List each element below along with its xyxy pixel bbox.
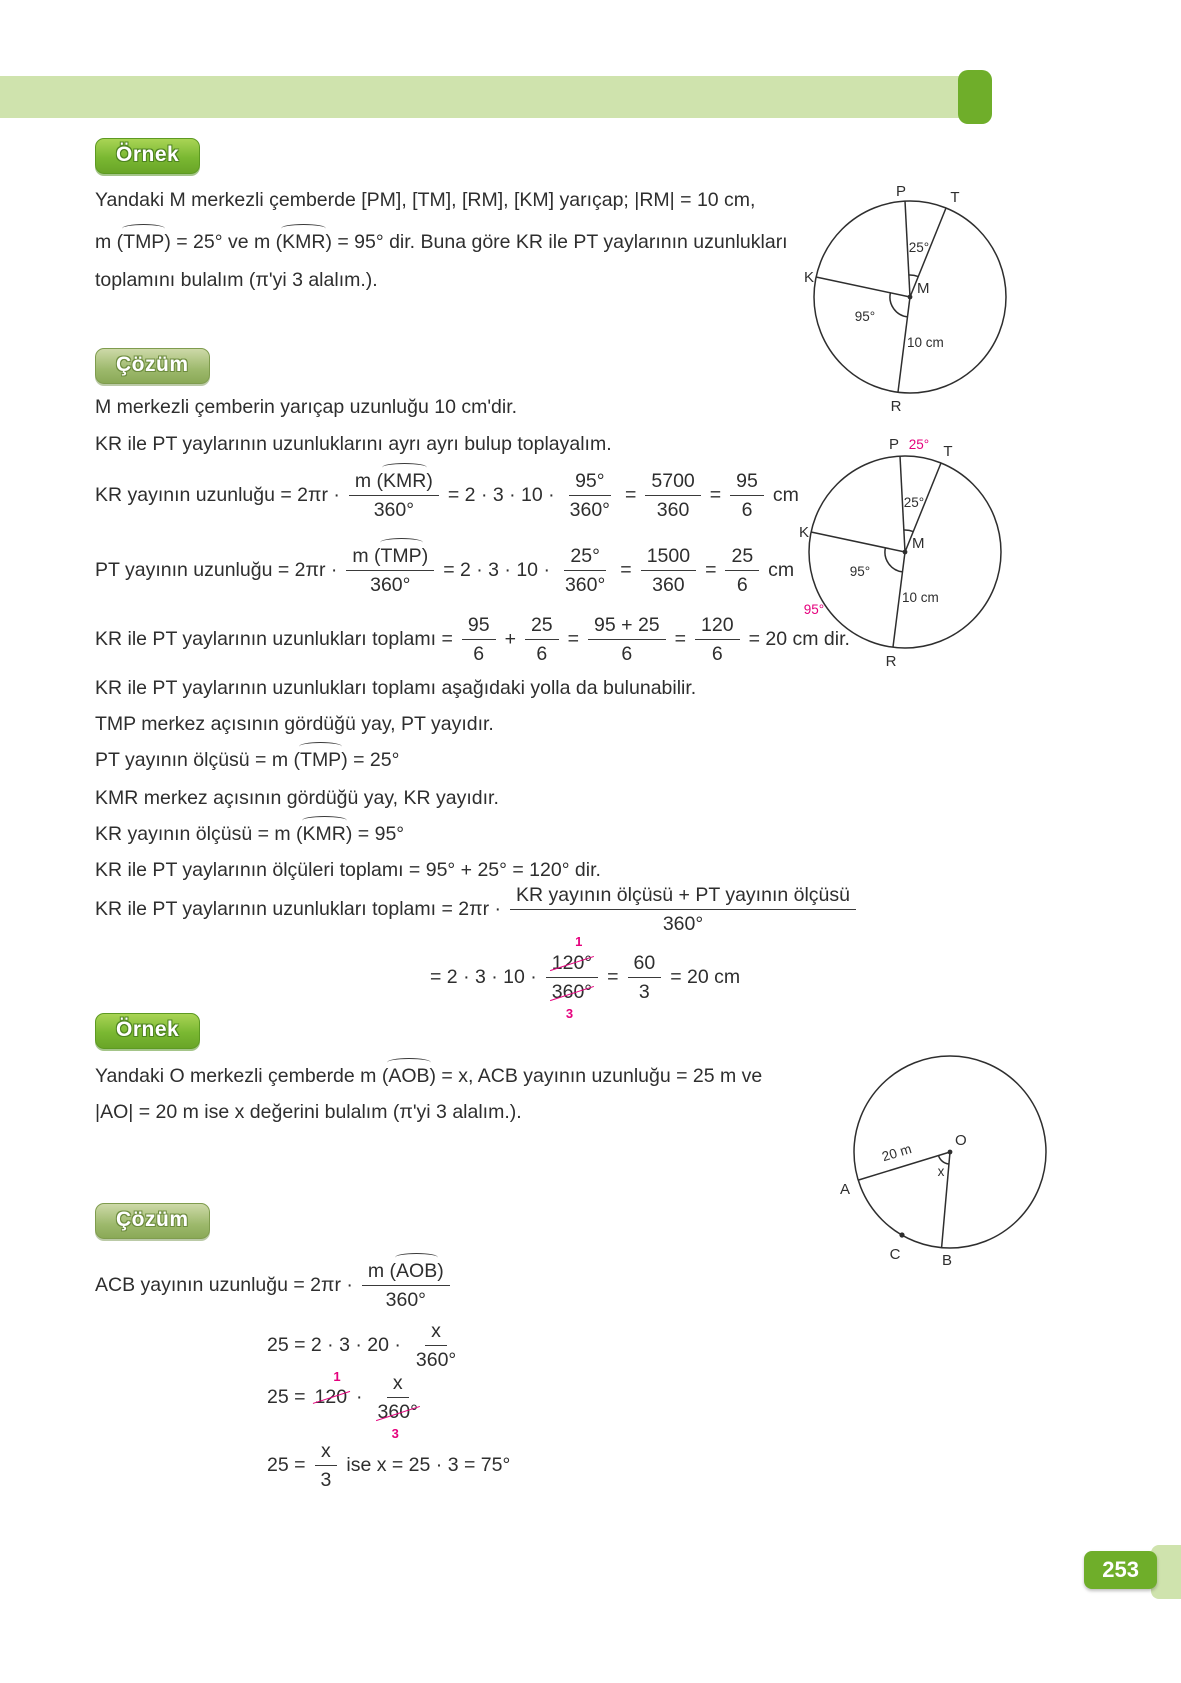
total-length-formula <box>95 612 850 667</box>
math-text: KR ile PT yaylarının uzunlukları toplamı = 2πr · <box>95 897 501 920</box>
numerator: x <box>315 1438 337 1466</box>
struck-number: 360° <box>551 981 593 1004</box>
numerator <box>346 543 434 571</box>
fraction <box>628 950 662 1005</box>
radius-label: 20 m <box>880 1141 914 1165</box>
math-text: cm <box>772 483 799 506</box>
page-number-badge: 253 <box>1084 1551 1157 1589</box>
pt-length-formula <box>95 543 794 598</box>
math-text: m ( <box>354 470 384 492</box>
numerator: x <box>425 1318 447 1346</box>
header-bar <box>0 76 988 118</box>
sol1-p6: KMR merkez açısının gördüğü yay, KR yayıdır. <box>95 787 499 809</box>
header-accent-pill <box>958 70 992 124</box>
radius-mk <box>816 277 910 297</box>
denominator: 6 <box>536 643 548 666</box>
denominator: 6 <box>711 643 723 666</box>
arc-kmr: KMR <box>282 230 325 255</box>
denominator: 6 <box>621 643 633 666</box>
sol1-p2: KR ile PT yaylarının uzunluklarını ayrı ayrı bulup toplayalım. <box>95 433 612 455</box>
denominator: 6 <box>736 574 748 597</box>
denominator: 360° <box>564 574 606 597</box>
math-text: ) <box>421 545 429 567</box>
fraction <box>315 1438 338 1493</box>
fraction <box>730 468 764 523</box>
math-text: = <box>607 965 619 988</box>
ex1-line1: Yandaki M merkezli çemberde [PM], [TM], [RM], [KM] yarıçap; |RM| = 10 cm, <box>95 189 756 211</box>
math-text: = <box>674 627 687 650</box>
angle-25-label: 25° <box>908 240 930 255</box>
math-text: = <box>624 483 637 506</box>
numerator: 95° <box>569 468 611 496</box>
angle-95-label: 95° <box>854 309 876 324</box>
math-text: m ( <box>367 1260 397 1282</box>
circle-diagram-1 <box>795 182 1025 417</box>
ex1-line3: toplamını bulalım (π'yi 3 alalım.). <box>95 269 378 291</box>
denominator: 360° <box>385 1289 426 1312</box>
fraction <box>645 468 700 523</box>
numerator: 5700 <box>645 468 700 496</box>
acb-length-formula <box>95 1258 450 1313</box>
numerator: 60 <box>628 950 662 978</box>
numerator <box>362 1258 450 1286</box>
sol2-step2 <box>267 1318 462 1373</box>
cancelled-fraction <box>372 1370 424 1441</box>
math-text: = 2 · 3 · 10 · <box>447 483 555 506</box>
angle-x-label: x <box>937 1164 945 1179</box>
angle-25-label: 25° <box>903 495 925 510</box>
center-dot <box>908 295 913 300</box>
radius-mk <box>811 532 905 552</box>
math-text: cm <box>768 558 795 581</box>
math-text: ise x = 25 · 3 = 75° <box>346 1453 511 1476</box>
fraction <box>525 612 559 667</box>
sol1-p5 <box>95 748 399 773</box>
cancel-hint: 1 <box>575 934 583 949</box>
sol1-p8: KR ile PT yaylarının ölçüleri toplamı = 95° + 25° = 120° dir. <box>95 859 601 881</box>
arc-kmr: KMR <box>383 470 427 492</box>
denominator: 360° <box>415 1349 457 1372</box>
center-dot <box>903 550 908 555</box>
math-text: ) = 95° <box>345 823 405 845</box>
cancelled-value <box>551 934 593 975</box>
label-k: K <box>798 524 810 541</box>
math-text: ACB yayının uzunluğu = 2πr · <box>95 1273 353 1296</box>
cancel-hint: 3 <box>565 1005 574 1021</box>
radius-label: 10 cm <box>902 590 939 605</box>
numerator: x <box>387 1370 409 1398</box>
arc-tmp: TMP <box>380 545 422 567</box>
arc-aob: AOB <box>388 1064 429 1089</box>
struck-number: 120° <box>551 952 593 974</box>
denominator: 3 <box>320 1469 332 1492</box>
label-p: P <box>895 183 907 200</box>
fraction <box>349 468 439 523</box>
math-text: PT yayının ölçüsü = m ( <box>95 749 301 771</box>
fraction <box>695 612 740 667</box>
example-badge: Örnek <box>95 138 200 174</box>
example1-badge-wrap <box>95 138 200 174</box>
math-text: Yandaki O merkezli çemberde m ( <box>95 1065 389 1087</box>
label-a: A <box>839 1181 851 1198</box>
ex2-line2: |AO| = 20 m ise x değerini bulalım (π'yi 3 alalım.). <box>95 1101 522 1123</box>
math-text: = 20 cm <box>670 965 741 988</box>
denominator: 360° <box>370 574 411 597</box>
solution2-badge-wrap <box>95 1203 210 1239</box>
math-text: KR ile PT yaylarının uzunlukları toplamı = <box>95 627 453 650</box>
example-badge: Örnek <box>95 1013 200 1049</box>
cancelled-value <box>551 980 593 1021</box>
example2-badge-wrap <box>95 1013 200 1049</box>
label-t: T <box>943 443 953 460</box>
math-text: 25 = <box>267 1385 306 1408</box>
arc-aob: AOB <box>396 1260 438 1282</box>
fraction <box>362 1258 450 1313</box>
math-text: = <box>620 558 632 581</box>
struck-number: 120 <box>314 1385 348 1408</box>
math-text: = <box>567 627 580 650</box>
cancel-hint: 3 <box>391 1425 399 1441</box>
math-text: · <box>356 1385 363 1408</box>
solution-badge: Çözüm <box>95 1203 210 1239</box>
solution1-badge-wrap <box>95 348 210 384</box>
ex1-line2 <box>95 230 788 255</box>
cancelled-value <box>377 1400 418 1441</box>
circle-diagram-3 <box>795 1052 1095 1270</box>
denominator: 360 <box>652 574 685 597</box>
math-text: KR yayının ölçüsü = m ( <box>95 823 303 845</box>
numerator: 25° <box>564 543 606 571</box>
sol1-p7 <box>95 822 404 847</box>
denominator: 360° <box>662 913 704 936</box>
angle-95-label: 95° <box>849 564 871 579</box>
math-text: ) <box>437 1260 444 1282</box>
numerator: 1500 <box>641 543 696 571</box>
arc-tmp: TMP <box>123 230 164 255</box>
arc-kr-measure: 95° <box>803 602 825 617</box>
denominator <box>546 978 598 1021</box>
numerator: KR yayının ölçüsü + PT yayının ölçüsü <box>510 882 856 910</box>
radius-label: 10 cm <box>907 335 944 350</box>
sol1-p3: KR ile PT yaylarının uzunlukları toplamı aşağıdaki yolla da bulunabilir. <box>95 677 697 699</box>
math-text: m ( <box>352 545 381 567</box>
fraction <box>462 612 496 667</box>
cancelled-fraction <box>546 934 598 1021</box>
math-text: = 2 · 3 · 10 · <box>430 965 537 988</box>
math-text: 25 = 2 · 3 · 20 · <box>267 1333 401 1356</box>
label-p: P <box>888 436 900 453</box>
math-text: + <box>504 627 516 650</box>
label-k: K <box>803 269 815 286</box>
fraction <box>725 543 759 598</box>
label-t: T <box>950 189 960 206</box>
numerator: 120 <box>695 612 740 640</box>
sol1-p1: M merkezli çemberin yarıçap uzunluğu 10 cm'dir. <box>95 396 518 418</box>
numerator: 25 <box>525 612 559 640</box>
fraction <box>588 612 666 667</box>
math-text: PT yayının uzunluğu = 2πr · <box>95 558 338 581</box>
arc-pt-measure: 25° <box>908 437 930 452</box>
denominator <box>372 1398 424 1441</box>
label-r: R <box>890 398 902 415</box>
kr-length-formula <box>95 468 799 523</box>
cancelled-value <box>314 1368 348 1409</box>
denominator: 6 <box>473 643 485 666</box>
solution-badge: Çözüm <box>95 348 210 384</box>
fraction <box>564 468 616 523</box>
point-c-dot <box>899 1232 904 1237</box>
angle-arc-25 <box>904 530 913 532</box>
math-text: = <box>709 483 722 506</box>
fraction <box>510 882 856 937</box>
label-o: O <box>955 1132 967 1149</box>
math-text: = 2 · 3 · 10 · <box>443 558 550 581</box>
math-text: KR yayının uzunluğu = 2πr · <box>95 483 340 506</box>
math-text: m ( <box>95 231 124 253</box>
denominator: 360° <box>569 499 610 522</box>
numerator: 95 + 25 <box>588 612 666 640</box>
label-r: R <box>885 653 897 670</box>
math-text: ) = x, ACB yayının uzunluğu = 25 m ve <box>429 1065 763 1087</box>
sol2-step4 <box>267 1438 510 1493</box>
numerator: 95 <box>730 468 764 496</box>
label-m: M <box>912 535 925 552</box>
math-text: ) = 25° ve m ( <box>164 231 283 253</box>
arc-kmr: KMR <box>303 822 346 847</box>
arc-tmp: TMP <box>300 748 341 773</box>
math-text: = <box>705 558 717 581</box>
fraction <box>410 1318 462 1373</box>
sol2-step3-cancellation <box>267 1368 424 1441</box>
fraction <box>346 543 434 598</box>
label-b: B <box>941 1252 953 1269</box>
circle-diagram-2 <box>790 432 1025 672</box>
math-text: 25 = <box>267 1453 306 1476</box>
label-m: M <box>917 280 930 297</box>
math-text: ) = 25° <box>341 749 400 771</box>
fraction <box>641 543 696 598</box>
ex2-line1 <box>95 1064 762 1089</box>
numerator: 95 <box>462 612 496 640</box>
combined-formula <box>95 882 856 937</box>
denominator: 360° <box>373 499 415 522</box>
cancellation-line <box>430 934 741 1021</box>
math-text: = 20 cm dir. <box>748 627 850 650</box>
denominator: 360 <box>656 499 690 522</box>
cancel-hint: 1 <box>333 1368 341 1384</box>
center-dot <box>948 1150 953 1155</box>
numerator <box>349 468 439 496</box>
struck-number: 360° <box>377 1401 418 1424</box>
angle-arc-x <box>939 1156 950 1165</box>
numerator <box>546 934 598 978</box>
numerator: 25 <box>725 543 759 571</box>
fraction <box>559 543 611 598</box>
math-text: ) <box>426 470 433 492</box>
denominator: 3 <box>638 981 650 1004</box>
label-c: C <box>889 1246 901 1263</box>
math-text: ) = 95° dir. Buna göre KR ile PT yaylarının uzunlukları <box>325 231 788 253</box>
angle-arc-25 <box>909 275 918 277</box>
sol1-p4: TMP merkez açısının gördüğü yay, PT yayıdır. <box>95 713 494 735</box>
denominator: 6 <box>741 499 753 522</box>
